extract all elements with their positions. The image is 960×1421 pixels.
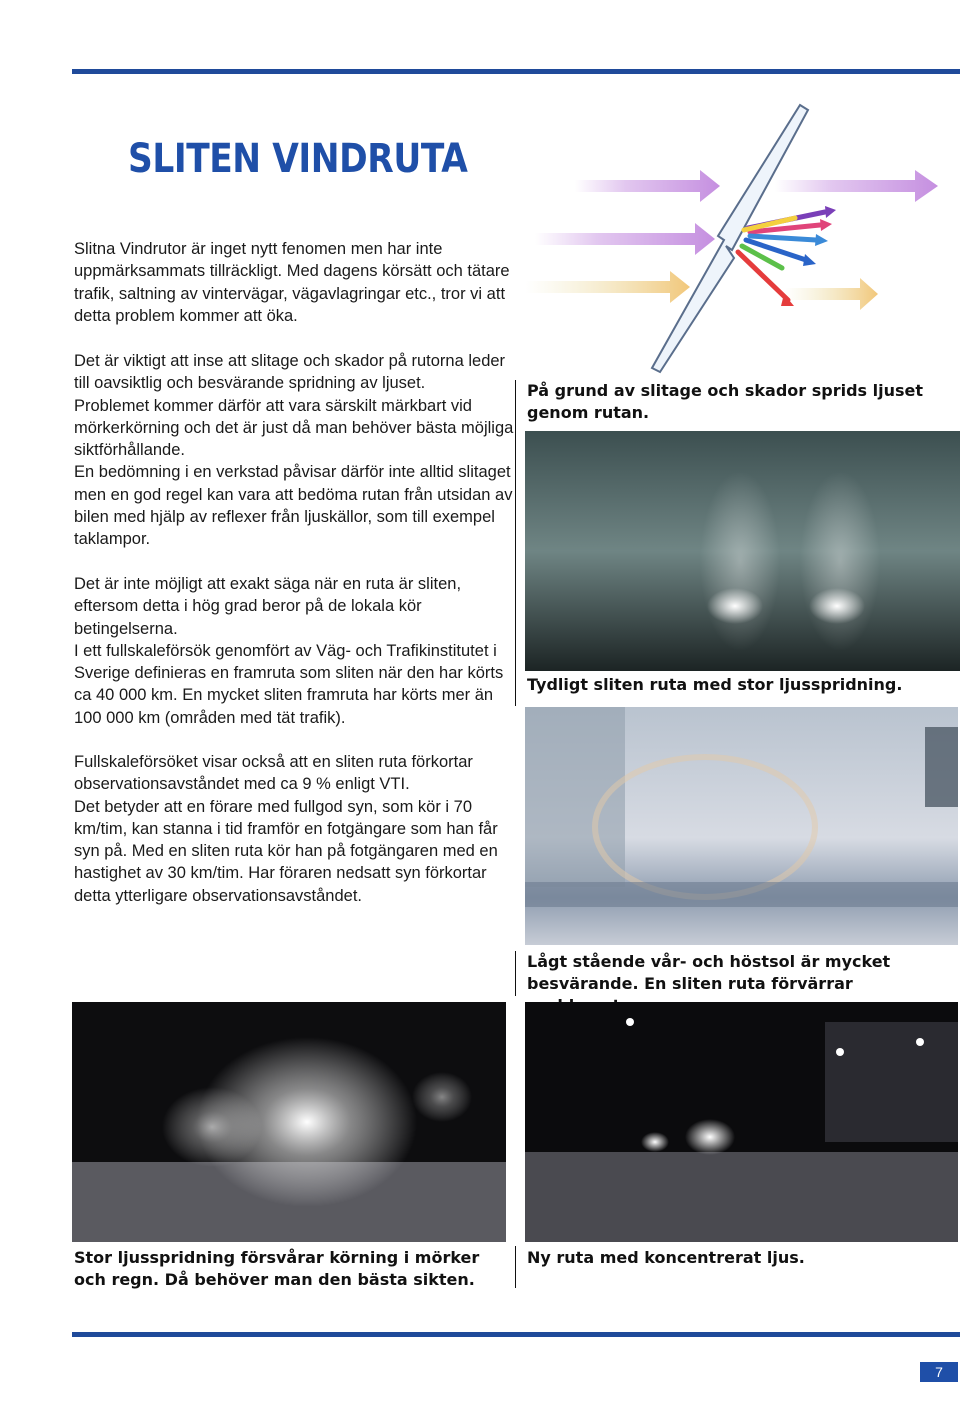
paragraph: En bedömning i en verkstad påvisar därför inte alltid slitaget men en god regel kan vara att bedöma rutan från utsidan av bilen med hjälp av reflexer från ljuskällor, som till exempel taklampor.: [74, 463, 513, 549]
incoming-light-arrows: [525, 170, 720, 303]
caption-worn: Tydligt sliten ruta med stor ljusspridning.: [527, 675, 903, 694]
caption-diagram: På grund av slitage och skador sprids ljuset genom rutan.: [527, 381, 924, 422]
photo-night-rain: [72, 1002, 506, 1242]
paragraph: Fullskaleförsöket visar också att en sliten ruta förkortar observationsavståndet med ca 9 % enligt VTI.: [74, 753, 473, 794]
caption-night-rain: Stor ljusspridning försvårar körning i mörker och regn. Då behöver man den bästa sikten.: [74, 1248, 480, 1289]
page-title: SLITEN VINDRUTA: [128, 136, 468, 182]
photo-worn-windshield: [525, 431, 960, 671]
caption-rule: [515, 1246, 516, 1288]
paragraph: Problemet kommer därför att vara särskilt märkbart vid mörkerkörning och det är just då man behöver bästa möjliga siktförhållande.: [74, 396, 514, 460]
body-block-1: [74, 350, 514, 551]
body-block-2: [74, 573, 514, 729]
page-number: 7: [920, 1362, 958, 1382]
photo-new-windshield: [525, 1002, 958, 1242]
caption-rule: [515, 676, 516, 706]
light-scatter-diagram: [520, 100, 960, 380]
caption-new: Ny ruta med koncentrerat ljus.: [527, 1248, 805, 1267]
top-rule: [72, 69, 960, 74]
scattered-rays: [738, 212, 825, 300]
paragraph: I ett fullskaleförsök genomfört av Väg- och Trafikinstitutet i Sverige definieras en framruta som sliten när den har körts ca 40 000 km. En mycket sliten framruta har körts mer än 100 000 km (områden med tät trafik).: [74, 641, 504, 727]
intro-paragraph: Slitna Vindrutor är inget nytt fenomen men har inte uppmärksammats tillräckligt. Med dagens körsätt och tätare trafik, saltning av vintervägar, vägavlagringar etc., tror vi att detta problem kommer att öka.: [74, 240, 510, 325]
paragraph: Det är inte möjligt att exakt säga när en ruta är sliten, eftersom detta i hög grad beror på de lokala kör betingelserna.: [74, 575, 462, 638]
caption-rule: [515, 380, 516, 704]
caption-rule: [515, 951, 516, 996]
caption-sun: Lågt stående vår- och höstsol är mycket besvärande. En sliten ruta förvärrar: [527, 952, 891, 993]
paragraph: Det är viktigt att inse att slitage och skador på rutorna leder till oavsiktlig och besvärande spridning av ljuset.: [74, 352, 506, 393]
bottom-rule: [72, 1332, 960, 1337]
photo-low-sun: [525, 707, 958, 945]
paragraph: Det betyder att en förare med fullgod syn, som kör i 70 km/tim, kan stanna i tid framför en fotgängare som han får syn på. Med en sliten ruta kör han på fotgängaren med en hastighet av 30 km/tim. Har föraren nedsatt syn förkortar detta ytterligare observationsavståndet.: [74, 797, 498, 905]
body-block-3: [74, 751, 514, 907]
